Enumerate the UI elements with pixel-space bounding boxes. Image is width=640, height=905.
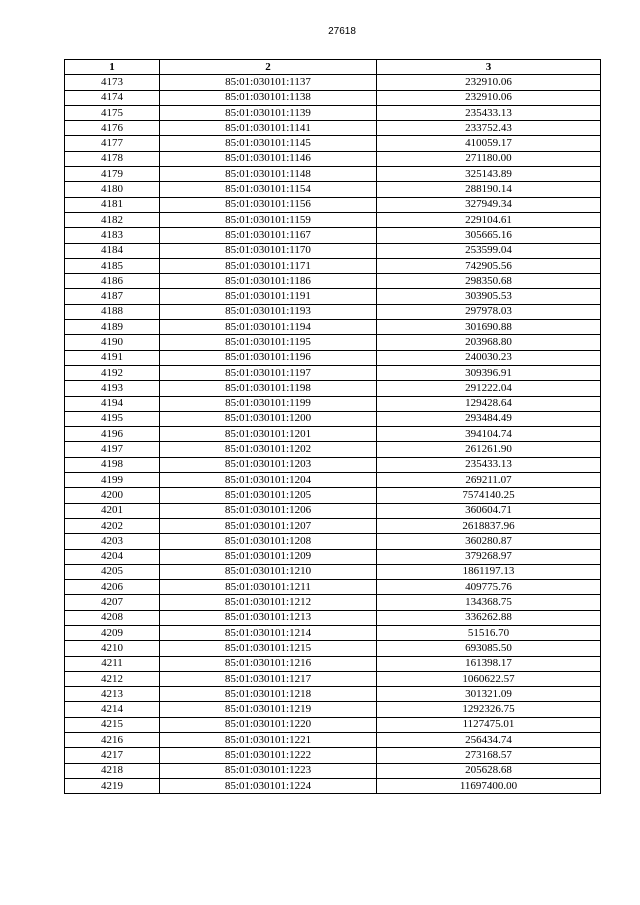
table-row	[65, 350, 601, 365]
table-row	[65, 167, 601, 182]
row-number-cell: 4181	[65, 197, 160, 212]
table-row	[65, 427, 601, 442]
cadastral-number-cell: 85:01:030101:1137	[160, 75, 377, 90]
table-row	[65, 457, 601, 472]
table-row	[65, 258, 601, 273]
row-number-cell: 4219	[65, 778, 160, 793]
cadastral-number-cell: 85:01:030101:1208	[160, 534, 377, 549]
value-cell: 360604.71	[377, 503, 601, 518]
table-row	[65, 90, 601, 105]
column-header-3: 3	[377, 60, 601, 75]
table-row	[65, 641, 601, 656]
row-number-cell: 4211	[65, 656, 160, 671]
value-cell: 293484.49	[377, 411, 601, 426]
cadastral-number-cell: 85:01:030101:1196	[160, 350, 377, 365]
value-cell: 2618837.96	[377, 518, 601, 533]
cadastral-number-cell: 85:01:030101:1191	[160, 289, 377, 304]
row-number-cell: 4194	[65, 396, 160, 411]
cadastral-number-cell: 85:01:030101:1213	[160, 610, 377, 625]
table-row	[65, 411, 601, 426]
table-row	[65, 625, 601, 640]
row-number-cell: 4187	[65, 289, 160, 304]
value-cell: 232910.06	[377, 90, 601, 105]
cadastral-number-cell: 85:01:030101:1167	[160, 228, 377, 243]
row-number-cell: 4192	[65, 365, 160, 380]
cadastral-number-cell: 85:01:030101:1195	[160, 335, 377, 350]
table-row	[65, 151, 601, 166]
cadastral-number-cell: 85:01:030101:1138	[160, 90, 377, 105]
table-row	[65, 365, 601, 380]
value-cell: 742905.56	[377, 258, 601, 273]
cadastral-number-cell: 85:01:030101:1197	[160, 365, 377, 380]
value-cell: 360280.87	[377, 534, 601, 549]
row-number-cell: 4210	[65, 641, 160, 656]
table-row	[65, 212, 601, 227]
cadastral-number-cell: 85:01:030101:1220	[160, 717, 377, 732]
row-number-cell: 4193	[65, 381, 160, 396]
table-row	[65, 320, 601, 335]
value-cell: 303905.53	[377, 289, 601, 304]
row-number-cell: 4207	[65, 595, 160, 610]
row-number-cell: 4215	[65, 717, 160, 732]
row-number-cell: 4191	[65, 350, 160, 365]
table-body	[65, 75, 601, 794]
row-number-cell: 4205	[65, 564, 160, 579]
value-cell: 327949.34	[377, 197, 601, 212]
cadastral-number-cell: 85:01:030101:1218	[160, 687, 377, 702]
cadastral-number-cell: 85:01:030101:1186	[160, 274, 377, 289]
value-cell: 232910.06	[377, 75, 601, 90]
value-cell: 379268.97	[377, 549, 601, 564]
value-cell: 253599.04	[377, 243, 601, 258]
row-number-cell: 4188	[65, 304, 160, 319]
value-cell: 693085.50	[377, 641, 601, 656]
table-row	[65, 564, 601, 579]
cadastral-number-cell: 85:01:030101:1221	[160, 733, 377, 748]
row-number-cell: 4218	[65, 763, 160, 778]
value-cell: 288190.14	[377, 182, 601, 197]
value-cell: 301690.88	[377, 320, 601, 335]
row-number-cell: 4195	[65, 411, 160, 426]
cadastral-number-cell: 85:01:030101:1145	[160, 136, 377, 151]
table-row	[65, 610, 601, 625]
row-number-cell: 4209	[65, 625, 160, 640]
table-row	[65, 717, 601, 732]
table-row	[65, 136, 601, 151]
registry-table	[64, 59, 601, 794]
table-row	[65, 580, 601, 595]
row-number-cell: 4176	[65, 121, 160, 136]
table-row	[65, 197, 601, 212]
value-cell: 394104.74	[377, 427, 601, 442]
row-number-cell: 4197	[65, 442, 160, 457]
value-cell: 325143.89	[377, 167, 601, 182]
value-cell: 1292326.75	[377, 702, 601, 717]
value-cell: 1127475.01	[377, 717, 601, 732]
table-row	[65, 289, 601, 304]
table-row	[65, 748, 601, 763]
cadastral-number-cell: 85:01:030101:1202	[160, 442, 377, 457]
table-row	[65, 733, 601, 748]
value-cell: 7574140.25	[377, 488, 601, 503]
cadastral-number-cell: 85:01:030101:1219	[160, 702, 377, 717]
value-cell: 235433.13	[377, 105, 601, 120]
row-number-cell: 4198	[65, 457, 160, 472]
cadastral-number-cell: 85:01:030101:1159	[160, 212, 377, 227]
cadastral-number-cell: 85:01:030101:1207	[160, 518, 377, 533]
table-row	[65, 518, 601, 533]
row-number-cell: 4174	[65, 90, 160, 105]
table-row	[65, 381, 601, 396]
value-cell: 336262.88	[377, 610, 601, 625]
value-cell: 301321.09	[377, 687, 601, 702]
value-cell: 309396.91	[377, 365, 601, 380]
cadastral-number-cell: 85:01:030101:1223	[160, 763, 377, 778]
cadastral-number-cell: 85:01:030101:1139	[160, 105, 377, 120]
table-row	[65, 549, 601, 564]
cadastral-number-cell: 85:01:030101:1171	[160, 258, 377, 273]
table-row	[65, 702, 601, 717]
row-number-cell: 4204	[65, 549, 160, 564]
table-row	[65, 75, 601, 90]
cadastral-number-cell: 85:01:030101:1211	[160, 580, 377, 595]
table-row	[65, 595, 601, 610]
row-number-cell: 4183	[65, 228, 160, 243]
table-row	[65, 656, 601, 671]
row-number-cell: 4213	[65, 687, 160, 702]
cadastral-number-cell: 85:01:030101:1194	[160, 320, 377, 335]
value-cell: 256434.74	[377, 733, 601, 748]
value-cell: 298350.68	[377, 274, 601, 289]
cadastral-number-cell: 85:01:030101:1170	[160, 243, 377, 258]
value-cell: 410059.17	[377, 136, 601, 151]
table-row	[65, 534, 601, 549]
row-number-cell: 4182	[65, 212, 160, 227]
cadastral-number-cell: 85:01:030101:1141	[160, 121, 377, 136]
page-number: 27618	[328, 26, 356, 37]
cadastral-number-cell: 85:01:030101:1148	[160, 167, 377, 182]
row-number-cell: 4180	[65, 182, 160, 197]
row-number-cell: 4201	[65, 503, 160, 518]
row-number-cell: 4190	[65, 335, 160, 350]
row-number-cell: 4212	[65, 671, 160, 686]
row-number-cell: 4196	[65, 427, 160, 442]
table-row	[65, 243, 601, 258]
value-cell: 11697400.00	[377, 778, 601, 793]
table-row	[65, 335, 601, 350]
value-cell: 1060622.57	[377, 671, 601, 686]
row-number-cell: 4214	[65, 702, 160, 717]
row-number-cell: 4206	[65, 580, 160, 595]
row-number-cell: 4173	[65, 75, 160, 90]
cadastral-number-cell: 85:01:030101:1224	[160, 778, 377, 793]
value-cell: 51516.70	[377, 625, 601, 640]
table-row	[65, 304, 601, 319]
table-row	[65, 274, 601, 289]
cadastral-number-cell: 85:01:030101:1154	[160, 182, 377, 197]
value-cell: 291222.04	[377, 381, 601, 396]
cadastral-number-cell: 85:01:030101:1206	[160, 503, 377, 518]
cadastral-number-cell: 85:01:030101:1216	[160, 656, 377, 671]
value-cell: 1861197.13	[377, 564, 601, 579]
table-row	[65, 687, 601, 702]
table-row	[65, 488, 601, 503]
value-cell: 261261.90	[377, 442, 601, 457]
table-row	[65, 182, 601, 197]
value-cell: 235433.13	[377, 457, 601, 472]
cadastral-number-cell: 85:01:030101:1215	[160, 641, 377, 656]
row-number-cell: 4185	[65, 258, 160, 273]
row-number-cell: 4217	[65, 748, 160, 763]
value-cell: 233752.43	[377, 121, 601, 136]
value-cell: 161398.17	[377, 656, 601, 671]
row-number-cell: 4189	[65, 320, 160, 335]
table-row	[65, 396, 601, 411]
table-row	[65, 228, 601, 243]
value-cell: 269211.07	[377, 473, 601, 488]
cadastral-number-cell: 85:01:030101:1203	[160, 457, 377, 472]
cadastral-number-cell: 85:01:030101:1212	[160, 595, 377, 610]
value-cell: 205628.68	[377, 763, 601, 778]
cadastral-number-cell: 85:01:030101:1217	[160, 671, 377, 686]
cadastral-number-cell: 85:01:030101:1209	[160, 549, 377, 564]
cadastral-number-cell: 85:01:030101:1214	[160, 625, 377, 640]
row-number-cell: 4184	[65, 243, 160, 258]
table-row	[65, 778, 601, 793]
value-cell: 409775.76	[377, 580, 601, 595]
cadastral-number-cell: 85:01:030101:1200	[160, 411, 377, 426]
table-row	[65, 473, 601, 488]
value-cell: 305665.16	[377, 228, 601, 243]
row-number-cell: 4208	[65, 610, 160, 625]
row-number-cell: 4177	[65, 136, 160, 151]
table-row	[65, 442, 601, 457]
cadastral-number-cell: 85:01:030101:1198	[160, 381, 377, 396]
row-number-cell: 4199	[65, 473, 160, 488]
value-cell: 297978.03	[377, 304, 601, 319]
row-number-cell: 4216	[65, 733, 160, 748]
cadastral-number-cell: 85:01:030101:1210	[160, 564, 377, 579]
value-cell: 229104.61	[377, 212, 601, 227]
value-cell: 134368.75	[377, 595, 601, 610]
value-cell: 240030.23	[377, 350, 601, 365]
cadastral-number-cell: 85:01:030101:1156	[160, 197, 377, 212]
row-number-cell: 4175	[65, 105, 160, 120]
row-number-cell: 4202	[65, 518, 160, 533]
cadastral-number-cell: 85:01:030101:1205	[160, 488, 377, 503]
value-cell: 203968.80	[377, 335, 601, 350]
table-row	[65, 763, 601, 778]
table-header-row	[65, 60, 601, 75]
table-row	[65, 121, 601, 136]
cadastral-number-cell: 85:01:030101:1199	[160, 396, 377, 411]
row-number-cell: 4200	[65, 488, 160, 503]
cadastral-number-cell: 85:01:030101:1222	[160, 748, 377, 763]
row-number-cell: 4179	[65, 167, 160, 182]
value-cell: 273168.57	[377, 748, 601, 763]
column-header-2: 2	[160, 60, 377, 75]
row-number-cell: 4186	[65, 274, 160, 289]
row-number-cell: 4178	[65, 151, 160, 166]
cadastral-number-cell: 85:01:030101:1193	[160, 304, 377, 319]
cadastral-number-cell: 85:01:030101:1204	[160, 473, 377, 488]
value-cell: 271180.00	[377, 151, 601, 166]
table-row	[65, 671, 601, 686]
value-cell: 129428.64	[377, 396, 601, 411]
cadastral-number-cell: 85:01:030101:1146	[160, 151, 377, 166]
table-row	[65, 503, 601, 518]
column-header-1: 1	[65, 60, 160, 75]
table-row	[65, 105, 601, 120]
cadastral-number-cell: 85:01:030101:1201	[160, 427, 377, 442]
row-number-cell: 4203	[65, 534, 160, 549]
